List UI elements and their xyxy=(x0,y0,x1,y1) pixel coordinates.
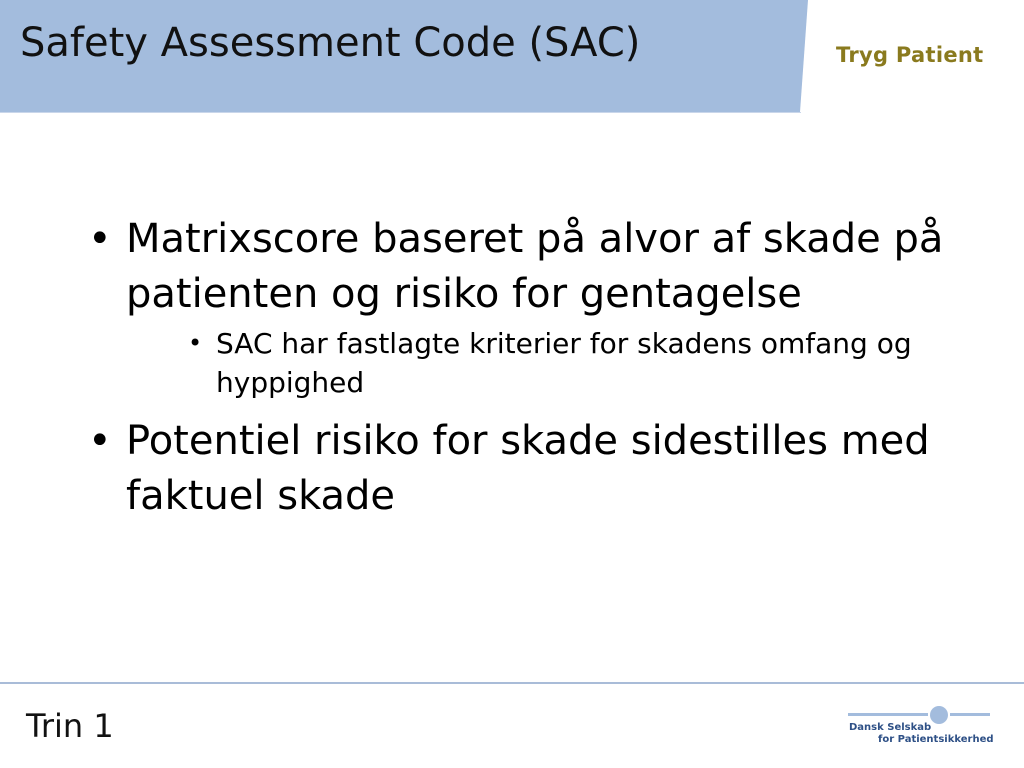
bullet-text: Potentiel risiko for skade sidestilles med faktuel skade xyxy=(126,418,930,519)
bullet-icon: • xyxy=(88,216,112,262)
logo-text-line2: for Patientsikkerhed xyxy=(878,734,994,745)
bullet-icon: • xyxy=(188,329,203,357)
logo-text-line1: Dansk Selskab xyxy=(849,722,932,733)
bullet-list xyxy=(88,212,948,524)
dansk-selskab-logo xyxy=(846,703,996,749)
footer-step-label: Trin 1 xyxy=(26,707,114,745)
bullet-icon: • xyxy=(88,418,112,464)
tryg-patient-logo: Tryg Patient xyxy=(836,43,984,67)
bullet-text: Matrixscore baseret på alvor af skade på patienten og risiko for gentagelse xyxy=(126,216,944,317)
bullet-item-potential-risk xyxy=(88,414,948,524)
footer-divider xyxy=(0,682,1024,684)
bullet-text: SAC har fastlagte kriterier for skadens omfang og hyppighed xyxy=(216,327,912,399)
slide-title: Safety Assessment Code (SAC) xyxy=(20,20,641,66)
sub-bullet-item-sac-criteria xyxy=(88,324,948,402)
bullet-item-matrixscore xyxy=(88,212,948,322)
